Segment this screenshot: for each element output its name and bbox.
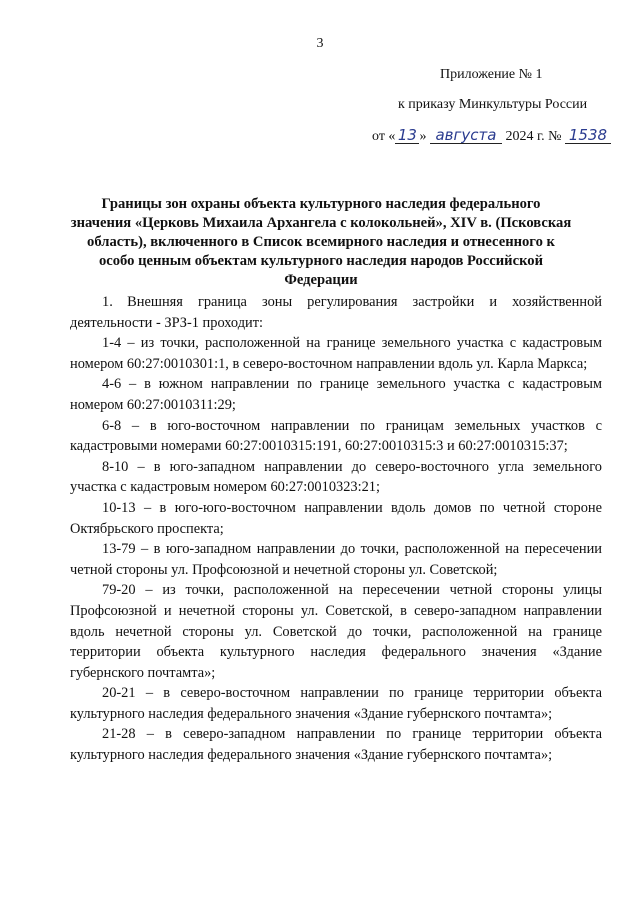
paragraph: 8-10 – в юго-западном направлении до северо-восточного угла земельного участка с кадастровым номером 60:27:0010323:21; [70, 458, 602, 496]
date-mid: » [419, 129, 427, 144]
paragraph: 6-8 – в юго-восточном направлении по границам земельных участков с кадастровыми номерами 60:27:0010315:191, 60:27:0010315:3 и 60:27:0010315:37; [70, 417, 602, 455]
document-title: Границы зон охраны объекта культурного наследия федерального значения «Церковь Михаила Архангела с колокольней», XIV в. (Псковская область), включенного в Список всемирного наследия и отнесенного к особо ценным объектам культурного наследия народов Российской Федерации [70, 196, 572, 288]
paragraph: 20-21 – в северо-восточном направлении по границе территории объекта культурного наследия федерального значения «Здание губернского почтамта»; [70, 685, 602, 722]
paragraph: 4-6 – в южном направлении по границе земельного участка с кадастровым номером 60:27:0010311:29; [70, 376, 602, 413]
paragraph: 79-20 – из точки, расположенной на пересечении четной стороны улицы Профсоюзной и нечетной стороны ул. Советской, в северо-западном направлении вдоль нечетной стороны ул. Советской до точки, расположенной на границе территории объекта культурного наследия федерального значения «Здание губернского почтамта»; [70, 582, 602, 681]
order-date-line [372, 127, 611, 145]
page-number: 3 [316, 36, 324, 51]
paragraph: 13-79 – в юго-западном направлении до точки, расположенной на пересечении четной стороны ул. Профсоюзной и нечетной стороны ул. Советской; [70, 541, 602, 578]
handwritten-day: 13 [395, 127, 419, 144]
handwritten-order-number: 1538 [565, 127, 611, 144]
document-body [70, 292, 602, 766]
order-reference: к приказу Минкультуры России [398, 97, 588, 112]
paragraph: 21-28 – в северо-западном направлении по границе территории объекта культурного наследия федерального значения «Здание губернского почтамта»; [70, 726, 602, 764]
appendix-label: Приложение № 1 [440, 67, 543, 82]
paragraph: 1-4 – из точки, расположенной на границе земельного участка с кадастровым номером 60:27:0010301:1, в северо-восточном направлении вдоль ул. Карла Маркса; [70, 335, 602, 372]
handwritten-month: августа [430, 127, 502, 144]
paragraph: 1. Внешняя граница зоны регулирования застройки и хозяйственной деятельности - ЗРЗ-1 проходит: [70, 294, 602, 331]
date-year: 2024 г. № [505, 129, 562, 144]
date-prefix: от « [372, 129, 396, 144]
paragraph: 10-13 – в юго-юго-восточном направлении вдоль домов по четной стороне Октябрьского проспекта; [70, 499, 602, 537]
